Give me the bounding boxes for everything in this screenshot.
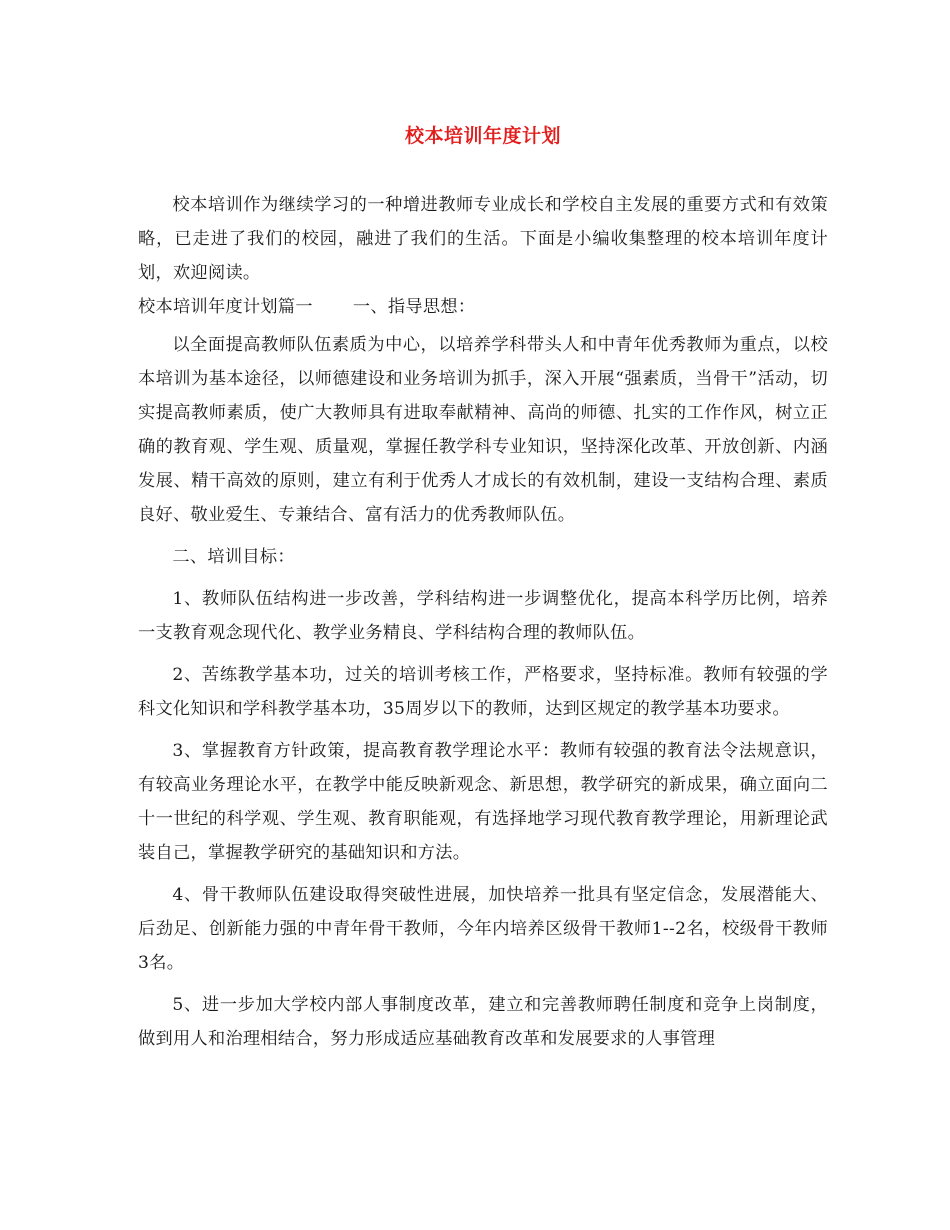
goal-item-4: 4、骨干教师队伍建设取得突破性进展，加快培养一批具有坚定信念，发展潜能大、后劲足、创新能力强的中青年骨干教师，今年内培养区级骨干教师1--2名，校级骨干教师3名。: [138, 885, 828, 973]
guiding-thought-paragraph: 以全面提高教师队伍素质为中心，以培养学科带头人和中青年优秀教师为重点，以校本培训为基本途径，以师德建设和业务培训为抓手，深入开展“强素质，当骨干”活动，切实提高教师素质，使广大教师具有进取奉献精神、高尚的师德、扎实的工作作风，树立正确的教育观、学生观、质量观，掌握任教学科专业知识，坚持深化改革、开放创新、内涵发展、精干高效的原则，建立有利于优秀人才成长的有效机制，建设一支结构合理、素质良好、敬业爱生、专兼结合、富有活力的优秀教师队伍。: [138, 335, 828, 525]
goal-item-2: 2、苦练教学基本功，过关的培训考核工作，严格要求，坚持标准。教师有较强的学科文化知识和学科教学基本功，35周岁以下的教师，达到区规定的教学基本功要求。: [138, 665, 828, 719]
section-label: 校本培训年度计划篇一: [138, 297, 313, 317]
goal-item-3: 3、掌握教育方针政策，提高教育教学理论水平：教师有较强的教育法令法规意识，有较高业务理论水平，在教学中能反映新观念、新思想，教学研究的新成果，确立面向二十一世纪的科学观、学生观、教育职能观，有选择地学习现代教育教学理论，用新理论武装自己，掌握教学研究的基础知识和方法。: [138, 741, 828, 863]
section-line: [138, 290, 828, 324]
goal-item-5: 5、进一步加大学校内部人事制度改革，建立和完善教师聘任制度和竞争上岗制度，做到用人和治理相结合，努力形成适应基础教育改革和发展要求的人事管理: [138, 995, 828, 1049]
intro-paragraph: 校本培训作为继续学习的一种增进教师专业成长和学校自主发展的重要方式和有效策略，已走进了我们的校园，融进了我们的生活。下面是小编收集整理的校本培训年度计划，欢迎阅读。: [138, 195, 828, 283]
section-heading-guiding: 一、指导思想：: [352, 297, 476, 317]
document-body: [138, 188, 828, 1064]
goal-item-1: 1、教师队伍结构进一步改善，学科结构进一步调整优化，提高本科学历比例，培养一支教育观念现代化、教学业务精良、学科结构合理的教师队伍。: [138, 589, 828, 643]
document-title: 校本培训年度计划: [404, 125, 561, 147]
section-heading-goals: 二、培训目标：: [172, 547, 295, 567]
